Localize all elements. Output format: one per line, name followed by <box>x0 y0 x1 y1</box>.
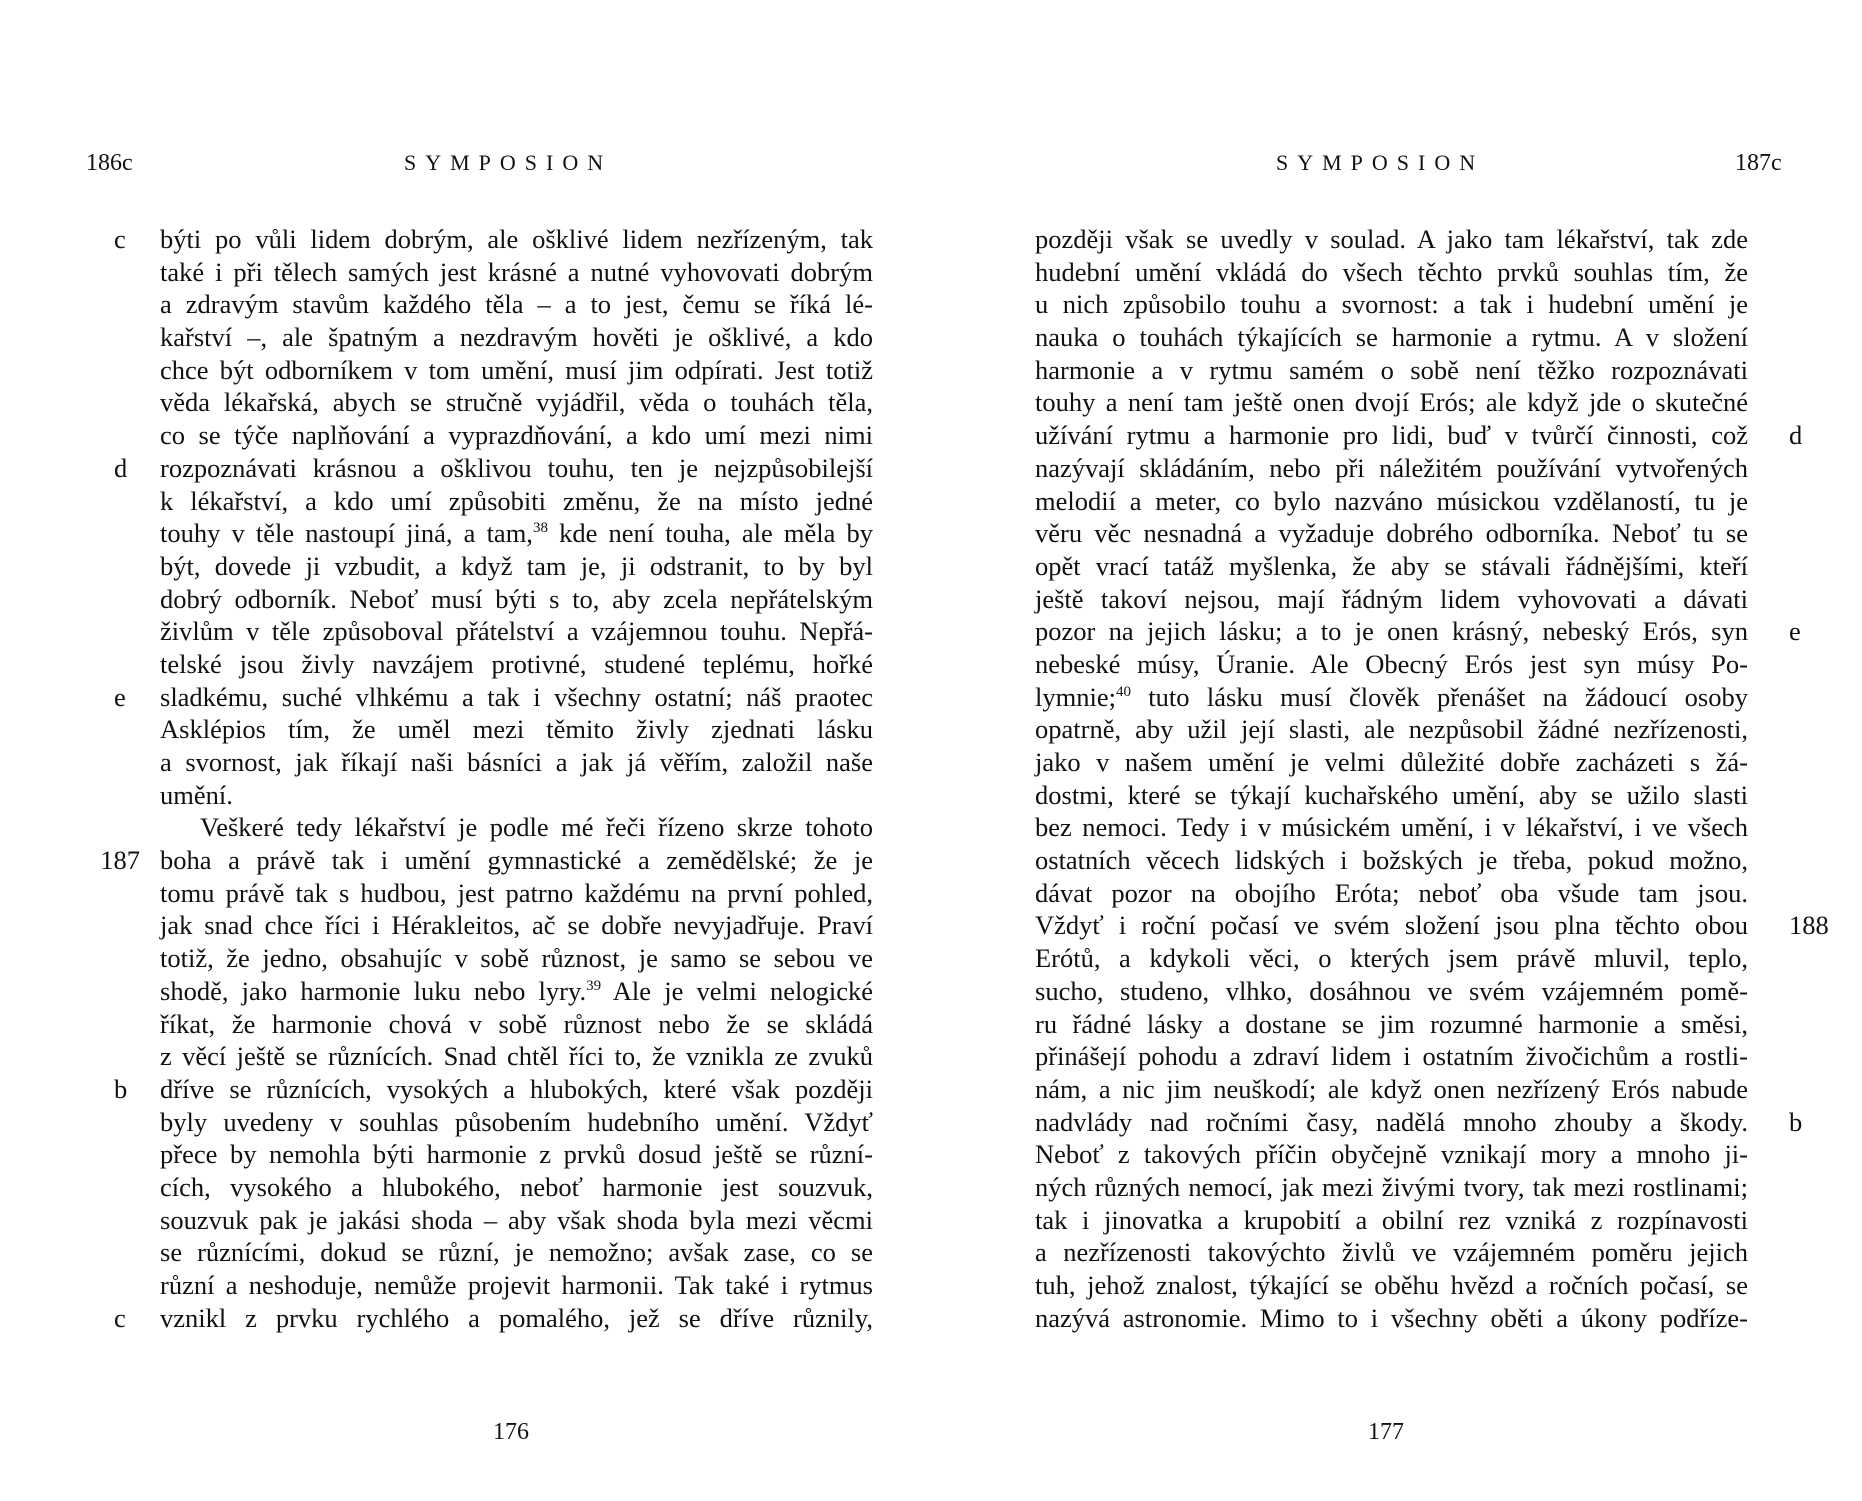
line-text: nauka o touhách týkajících se harmonie a rytmu. A v složení <box>1035 322 1748 353</box>
text-line <box>1035 1138 1748 1171</box>
margin-marker: b <box>114 1073 128 1104</box>
text-line <box>1035 419 1803 452</box>
line-text: touhy a není tam ještě onen dvojí Erós; ale když jde o skutečné <box>1035 387 1748 418</box>
line-text: kařství –, ale špatným a nezdravým hověti je ošklivé, a kdo <box>160 322 873 353</box>
line-text: opět vrací tatáž myšlenka, že aby se stávali řádnějšími, kteří <box>1035 550 1748 581</box>
text-line <box>160 485 873 518</box>
text-line <box>1035 648 1748 681</box>
line-text: a svornost, jak říkají naši básníci a jak já věřím, založil naše <box>160 747 873 777</box>
text-line <box>1035 550 1748 583</box>
line-text: ných různých nemocí, jak mezi živými tvory, tak mezi rostlinami; <box>1035 1171 1748 1202</box>
text-line <box>160 942 873 975</box>
text-line <box>160 517 873 550</box>
text-line <box>1035 517 1748 550</box>
line-text: jak snad chce říci i Hérakleitos, ač se dobře nevyjadřuje. Praví <box>160 910 873 941</box>
line-text: dávat pozor na obojího Eróta; neboť oba všude tam jsou. <box>1035 877 1748 908</box>
text-line <box>160 1171 873 1204</box>
line-text: touhy v těle nastoupí jiná, a tam,$^{38}$ kde není touha, ale měla by <box>160 518 873 549</box>
text-line <box>160 583 873 616</box>
line-text: u nich způsobilo touhu a svornost: a tak i hudební umění je <box>1035 289 1748 320</box>
text-line <box>160 354 873 387</box>
line-text: nám, a nic jim neuškodí; ale když onen nezřízený Erós nabude <box>1035 1073 1748 1104</box>
line-text: lymnie;$^{40}$ tuto lásku musí člověk přenášet na žádoucí osoby <box>1035 681 1748 712</box>
text-line <box>160 256 873 289</box>
footnote-reference: 40 <box>1115 683 1131 700</box>
text-line <box>1035 942 1748 975</box>
line-text: nazývají skládáním, nebo při náležitém používání vytvořených <box>1035 452 1748 483</box>
text-line <box>1035 321 1748 354</box>
line-text: věru věc nesnadná a vyžaduje dobrého odborníka. Neboť tu se <box>1035 518 1748 549</box>
text-line <box>1035 615 1801 648</box>
line-text: ostatních věcech lidských i božských je třeba, pokud možno, <box>1035 845 1748 876</box>
line-text: harmonie a v rytmu samém o sobě není těžko rozpoznávati <box>1035 354 1748 385</box>
line-text: rozpoznávati krásnou a ošklivou touhu, ten je nejzpůsobilejší <box>160 452 873 483</box>
line-text: říkat, že harmonie chová v sobě různost nebo že se skládá <box>160 1008 873 1039</box>
text-line <box>1035 1040 1748 1073</box>
text-line <box>100 844 873 877</box>
line-text: nazývá astronomie. Mimo to i všechny oběti a úkony podříze- <box>1035 1302 1748 1333</box>
line-text: byly uvedeny v souhlas působením hudebního umění. Vždyť <box>160 1106 873 1137</box>
line-text: živlům v těle způsoboval přátelství a vzájemnou touhu. Nepřá- <box>160 616 873 647</box>
line-text: později však se uvedly v soulad. A jako tam lékařství, tak zde <box>1035 224 1748 254</box>
line-text: věda lékařská, abych se stručně vyjádřil, věda o touhách těla, <box>160 387 873 418</box>
text-column <box>100 223 873 1334</box>
text-line <box>160 877 873 910</box>
text-line <box>1035 1106 1803 1139</box>
margin-marker: 187 <box>100 845 140 876</box>
line-text: z věcí ještě se různících. Snad chtěl říci to, že vznikla ze zvuků <box>160 1041 873 1072</box>
line-text: boha a právě tak i umění gymnastické a zemědělské; že je <box>160 845 873 876</box>
line-text: co se týče naplňování a vyprazdňování, a kdo umí mezi nimi <box>160 420 873 451</box>
line-text: a zdravým stavům každého těla – a to jest, čemu se říká lé- <box>160 289 873 320</box>
line-text: být, dovede ji vzbudit, a když tam je, ji odstranit, to by byl <box>160 550 873 581</box>
stephanus-reference: 186c <box>86 150 133 176</box>
text-line <box>1035 1204 1748 1237</box>
text-line <box>1035 844 1748 877</box>
margin-marker: 188 <box>1789 910 1829 941</box>
text-line <box>1035 1171 1748 1204</box>
text-line <box>1035 1302 1748 1335</box>
text-line <box>160 321 873 354</box>
line-text: chce být odborníkem v tom umění, musí jim odpírati. Jest totiž <box>160 354 873 385</box>
line-text: cích, vysokého a hlubokého, neboť harmonie jest souzvuk, <box>160 1171 873 1202</box>
line-text: totiž, že jedno, obsahujíc v sobě různost, je samo se sebou ve <box>160 943 873 974</box>
line-text: Neboť z takových příčin obyčejně vznikají mory a mnoho ji- <box>1035 1139 1748 1170</box>
line-text: Vždyť i roční počasí ve svém složení jsou plna těchto obou <box>1035 910 1748 941</box>
line-text: tak i jinovatka a krupobití a obilní rez vzniká z rozpínavosti <box>1035 1204 1748 1235</box>
line-text: sladkému, suché vlhkému a tak i všechny ostatní; náš praotec <box>160 681 873 712</box>
line-text: užívání rytmu a harmonie pro lidi, buď v tvůrčí činnosti, což <box>1035 420 1748 451</box>
text-line <box>1035 713 1748 746</box>
line-text: přinášejí pohodu a zdraví lidem i ostatním živočichům a rostli- <box>1035 1041 1748 1072</box>
line-text: přece by nemohla býti harmonie z prvků dosud ještě se různí- <box>160 1139 873 1170</box>
line-text: dobrý odborník. Neboť musí býti s to, aby zcela nepřátelským <box>160 583 873 614</box>
text-line <box>114 223 873 256</box>
line-text: ještě takoví nejsou, mají řádným lidem vyhovovati a dávati <box>1035 583 1748 614</box>
line-text: shodě, jako harmonie luku nebo lyry.$^{39}$ Ale je velmi nelogické <box>160 975 873 1006</box>
text-line <box>160 909 873 942</box>
text-line <box>1035 485 1748 518</box>
text-line <box>160 1008 873 1041</box>
text-line <box>160 975 873 1008</box>
text-column <box>1035 223 1829 1334</box>
text-line <box>114 1073 873 1106</box>
text-line <box>160 1269 873 1302</box>
text-line <box>1035 909 1829 942</box>
text-line <box>160 1236 873 1269</box>
text-line <box>1035 1236 1748 1269</box>
stephanus-reference: 187c <box>1735 150 1782 176</box>
line-text: a nezřízenosti takovýchto živlů ve vzájemném poměru jejich <box>1035 1237 1748 1268</box>
line-text: dostmi, které se týkají kuchařského umění, aby se užilo slasti <box>1035 779 1748 810</box>
line-text: různí a neshoduje, nemůže projevit harmonii. Tak také i rytmus <box>160 1270 873 1300</box>
text-line <box>160 550 873 583</box>
line-text: melodií a meter, co bylo nazváno músickou vzdělaností, tu je <box>1035 485 1748 516</box>
text-line <box>160 713 873 746</box>
line-text: nadvlády nad ročními časy, nadělá mnoho zhouby a škody. <box>1035 1106 1748 1137</box>
text-line <box>1035 975 1748 1008</box>
text-line <box>1035 877 1748 910</box>
line-text: k lékařství, a kdo umí způsobiti změnu, že na místo jedné <box>160 485 873 516</box>
running-title: SYMPOSION <box>1276 150 1485 175</box>
line-text: opatrně, aby užil její slasti, ale nezpůsobil žádné nezřízenosti, <box>1035 714 1748 745</box>
text-line <box>160 1040 873 1073</box>
margin-marker: d <box>114 452 128 483</box>
line-text: nebeské músy, Úranie. Ale Obecný Erós jest syn músy Po- <box>1035 648 1748 679</box>
text-line <box>1035 583 1748 616</box>
line-text: pozor na jejich lásku; a to je onen krásný, nebeský Erós, syn <box>1035 616 1748 647</box>
text-line <box>160 648 873 681</box>
margin-marker: c <box>114 224 126 254</box>
page-number: 176 <box>493 1419 529 1445</box>
line-text: býti po vůli lidem dobrým, ale ošklivé lidem nezřízeným, tak <box>160 224 873 254</box>
margin-marker: c <box>114 1302 126 1333</box>
page-number: 177 <box>1368 1419 1404 1445</box>
text-line <box>1035 256 1748 289</box>
margin-marker: e <box>1789 616 1801 647</box>
text-line <box>160 386 873 419</box>
text-line <box>160 615 873 648</box>
text-line <box>114 452 873 485</box>
text-line <box>160 419 873 452</box>
text-line <box>160 1106 873 1139</box>
footnote-reference: 39 <box>586 977 602 994</box>
margin-marker: d <box>1789 420 1803 451</box>
line-text: Erótů, a kdykoli věci, o kterých jsem právě mluvil, teplo, <box>1035 943 1748 974</box>
text-line <box>114 1302 873 1335</box>
margin-marker: b <box>1789 1106 1803 1137</box>
text-line <box>1035 746 1748 779</box>
text-line <box>160 288 873 321</box>
line-text: ru řádné lásky a dostane se jim rozumné harmonie a směsi, <box>1035 1008 1748 1039</box>
text-line <box>1035 223 1748 256</box>
text-line <box>1035 386 1748 419</box>
line-text: umění. <box>160 779 233 810</box>
text-line <box>160 746 873 779</box>
line-text: souzvuk pak je jakási shoda – aby však shoda byla mezi věcmi <box>160 1204 873 1235</box>
text-line <box>1035 779 1748 812</box>
footnote-reference: 38 <box>532 520 548 537</box>
text-line <box>1035 1073 1748 1106</box>
running-title: SYMPOSION <box>404 150 613 175</box>
line-text: Asklépios tím, že uměl mezi těmito živly zjednati lásku <box>160 714 873 745</box>
text-line <box>114 681 873 714</box>
text-line <box>1035 1008 1748 1041</box>
line-text: také i při tělech samých jest krásné a nutné vyhovovati dobrým <box>160 256 873 287</box>
margin-marker: e <box>114 681 126 712</box>
line-text: tuh, jehož znalost, týkající se oběhu hvězd a ročních počasí, se <box>1035 1270 1748 1300</box>
text-line <box>1035 811 1748 844</box>
text-line <box>1035 681 1748 714</box>
text-line <box>160 779 873 812</box>
text-line <box>1035 288 1748 321</box>
line-text: hudební umění vkládá do všech těchto prvků souhlas tím, že <box>1035 256 1748 287</box>
right-page <box>931 0 1862 1501</box>
line-text: jako v našem umění je velmi důležité dobře zacházeti s žá- <box>1035 747 1748 777</box>
line-text: dříve se různících, vysokých a hlubokých, které však později <box>160 1073 873 1104</box>
line-text: se různícími, dokud se různí, je nemožno; avšak zase, co se <box>160 1237 873 1268</box>
text-line <box>160 1138 873 1171</box>
line-text: tomu právě tak s hudbou, jest patrno každému na první pohled, <box>160 877 873 908</box>
line-text: Veškeré tedy lékařství je podle mé řeči řízeno skrze tohoto <box>200 812 873 843</box>
line-text: bez nemoci. Tedy i v músickém umění, i v lékařství, i ve všech <box>1035 812 1748 843</box>
text-line <box>1035 1269 1748 1302</box>
text-line <box>160 1204 873 1237</box>
line-text: telské jsou živly navzájem protivné, studené teplému, hořké <box>160 648 873 679</box>
text-line <box>1035 452 1748 485</box>
text-line <box>1035 354 1748 387</box>
line-text: vznikl z prvku rychlého a pomalého, jež se dříve různily, <box>160 1302 873 1333</box>
text-line <box>160 811 873 844</box>
line-text: sucho, studeno, vlhko, dosáhnou ve svém vzájemném pomě- <box>1035 975 1748 1006</box>
